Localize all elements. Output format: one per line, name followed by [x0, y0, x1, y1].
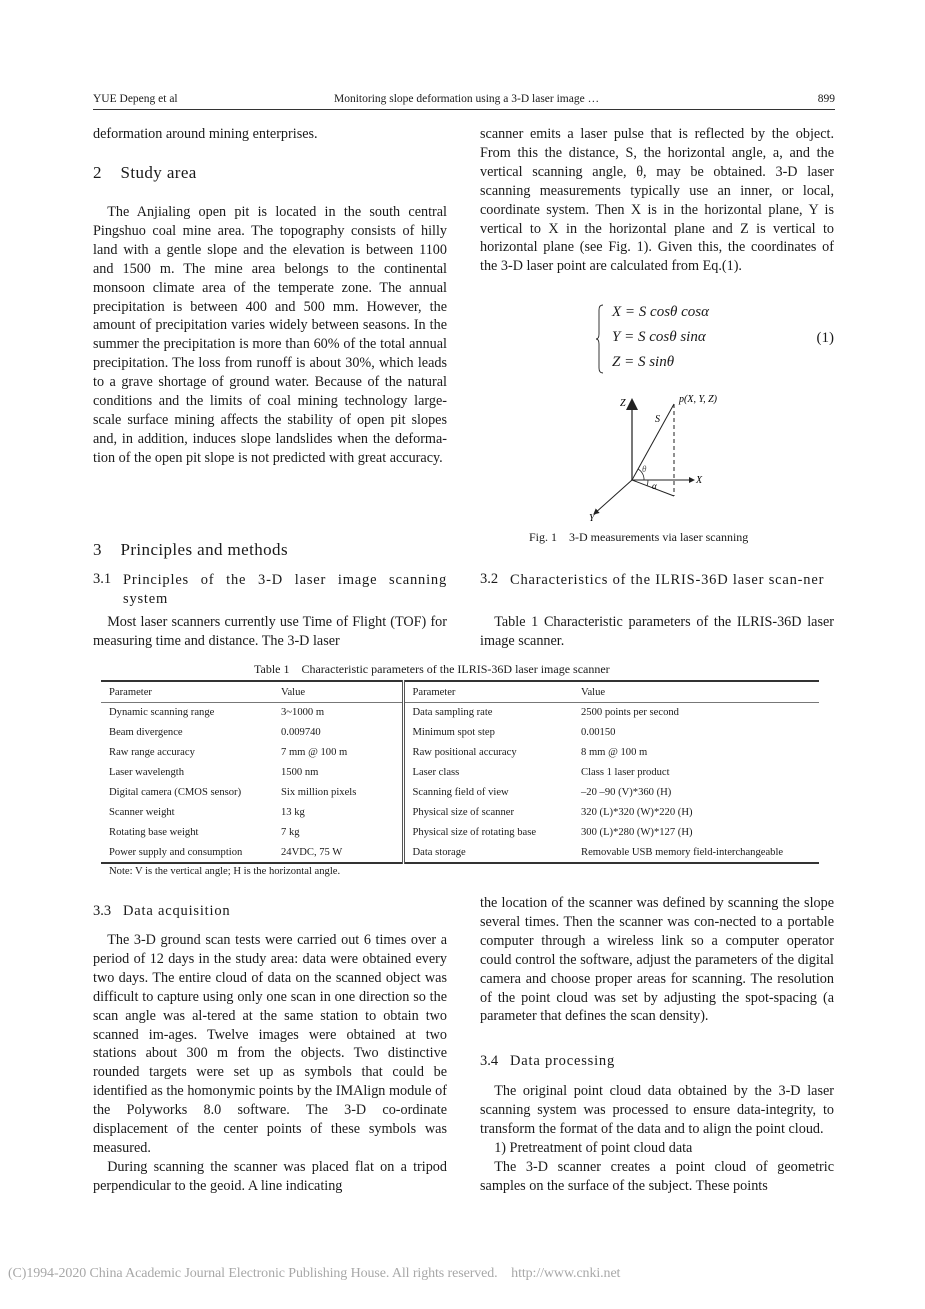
paragraph: The original point cloud data obtained by the 3-D laser scanning system was processed to ensure data-integrity, to transform the format of the data and to align the point cloud.: [480, 1083, 834, 1137]
s-label: S: [655, 414, 660, 425]
column-header: Value: [573, 681, 819, 703]
column-header: Parameter: [403, 681, 573, 703]
table-cell: 0.00150: [581, 727, 616, 739]
equation-number: (1): [816, 330, 834, 346]
coordinate-diagram: [582, 388, 742, 528]
table-cell: Beam divergence: [109, 727, 183, 739]
table-row: [101, 783, 819, 803]
section-2-body: [93, 203, 447, 468]
paragraph: The 3-D ground scan tests were carried out 6 times over a period of 12 days in the study area: data were obtained every two days. The entire cloud of data on the scanned object was difficult to capture using only one scan in one direction so the scan angle was al-tered at the same station to obtain two scanned im-ages. Twelve images were obtained at two stations about 300 m from the objects. Two distinctive rounded targets were set up as symbols that could be identified as the homonymic points by the IMAlign module of the Polyworks 8.0 software. The 3-D co-ordinate displacement of the center points of these symbols was measured.: [93, 932, 447, 1156]
table-cell: Raw positional accuracy: [412, 747, 517, 759]
table-cell: 13 kg: [273, 802, 403, 822]
subsection-title: Characteristics of the ILRIS-36D laser scan-ner: [510, 572, 825, 588]
paragraph: the location of the scanner was defined by scanning the slope several times. Then the scanner was con-nected to a portable computer through a wireless link so a computer operator could control the software, adjust the parameters of the digital camera and choose proper areas for scanning. The resolution of the point cloud was set by adjusting the spot-spacing (a parameter that defines the scan density).: [480, 895, 834, 1025]
subsection-number: 3.1: [93, 571, 112, 587]
table-cell: Data sampling rate: [412, 707, 493, 719]
section-title: Principles and methods: [120, 540, 288, 559]
table-cell: Raw range accuracy: [109, 747, 195, 759]
table-cell: 320 (L)*320 (W)*220 (H): [581, 806, 693, 818]
z-label: Z: [620, 398, 626, 409]
paragraph: The Anjialing open pit is located in the south central Pingshuo coal mine area. The topography consists of hilly land with a gentle slope and the elevation is between 1100 and 1500 m. The mine area belongs to the continental monsoon climate area of the temperate zone. The annual precipitation is between 400 and 500 mm. However, the amount of precipitation varies widely between seasons. In the summer the precipitation is more than 60% of the total annual precipitation. The loss from runoff is about 30%, which leads to a grave shortage of ground water. Because of the natural conditions and the limits of coal mining technology large-scale surface mining affects the stability of open pit slopes and, in addition, induces slope landslides when the deforma-tion of the open pit slope is not predicted with great accuracy.: [93, 204, 447, 466]
theta-label: θ: [642, 464, 647, 474]
y-label: Y: [589, 513, 595, 524]
table-cell: 3~1000 m: [273, 703, 403, 723]
point-label: p(X, Y, Z): [679, 394, 717, 405]
left-brace-icon: [596, 304, 604, 374]
table-cell: Removable USB memory field-interchangeable: [573, 842, 819, 863]
table-cell: Rotating base weight: [109, 826, 199, 838]
distance-line: [632, 404, 674, 480]
header-authors: YUE Depeng et al: [93, 93, 178, 105]
table-note: Note: V is the vertical angle; H is the horizontal angle.: [109, 866, 341, 877]
paragraph: The 3-D scanner creates a point cloud of geometric samples on the surface of the subject. These points: [480, 1158, 834, 1194]
table-cell: 2500 points per second: [581, 707, 679, 719]
subsection-number: 3.3: [93, 903, 112, 919]
section-number: 2: [93, 163, 102, 182]
equation-line: Y = S cosθ sinα: [612, 329, 706, 345]
section-3-3-heading: [93, 903, 230, 920]
table-cell: 1500 nm: [273, 763, 403, 783]
table-header-row: [101, 681, 819, 703]
copyright-footer: (C)1994-2020 China Academic Journal Electronic Publishing House. All rights reserved. http://www.cnki.net: [8, 1266, 621, 1281]
table-row: [101, 842, 819, 863]
table-row: [101, 822, 819, 842]
section-title: Study area: [120, 163, 197, 182]
paragraph: Most laser scanners currently use Time of Flight (TOF) for measuring time and distance. The 3-D laser: [93, 614, 447, 649]
table-cell: Scanning field of view: [412, 787, 509, 798]
intro-tail: [93, 125, 447, 144]
table-1: [101, 680, 819, 864]
subsection-title: Principles of the 3-D laser image scanning system: [123, 572, 447, 607]
section-3-1-body: [93, 613, 447, 651]
equation-1: [596, 302, 836, 378]
list-item: 1) Pretreatment of point cloud data: [494, 1139, 693, 1156]
table-cell: Data storage: [403, 842, 573, 863]
section-3-2-body: [480, 613, 834, 651]
table-cell: Power supply and consumption: [101, 842, 273, 863]
x-label: X: [696, 475, 703, 486]
table-cell: 0.009740: [273, 723, 403, 743]
section-3-1-continued: [480, 125, 834, 276]
table-row: [101, 802, 819, 822]
subsection-title: Data processing: [510, 1053, 616, 1069]
section-3-3-body: [93, 931, 447, 1196]
table-cell: Physical size of rotating base: [412, 826, 537, 838]
subsection-title: Data acquisition: [123, 903, 231, 919]
table-cell: Six million pixels: [273, 783, 403, 803]
column-header: Parameter: [101, 681, 273, 703]
equation-line: Z = S sinθ: [612, 354, 675, 370]
figure-1-caption: Fig. 1 3-D measurements via laser scanning: [529, 530, 749, 544]
table-row: [101, 703, 819, 723]
alpha-label: α: [652, 481, 657, 491]
table-cell: –20 –90 (V)*360 (H): [581, 787, 672, 798]
subsection-number: 3.4: [480, 1053, 499, 1069]
section-2-heading: [93, 163, 197, 183]
table-cell: Scanner weight: [109, 806, 175, 818]
intro-tail-text: deformation around mining enterprises.: [93, 126, 318, 142]
section-3-3-continued: [480, 894, 834, 1026]
table-cell: Dynamic scanning range: [109, 707, 215, 719]
header-title: Monitoring slope deformation using a 3-D laser image …: [334, 93, 600, 105]
section-3-2-heading: [480, 571, 834, 590]
table-cell: 300 (L)*280 (W)*127 (H): [581, 826, 693, 838]
figure-1: [582, 388, 742, 528]
running-header: [93, 93, 835, 110]
table-row: [101, 763, 819, 783]
table-cell: Digital camera (CMOS sensor): [109, 787, 242, 798]
equation-line: X = S cosθ cosα: [612, 304, 710, 320]
table-row: [101, 723, 819, 743]
section-3-4-body: [480, 1082, 834, 1195]
paragraph: During scanning the scanner was placed flat on a tripod perpendicular to the geoid. A line indicating: [93, 1158, 447, 1194]
table-cell: 7 kg: [273, 822, 403, 842]
subsection-number: 3.2: [480, 571, 499, 587]
table-1-caption: Table 1 Characteristic parameters of the ILRIS-36D laser image scanner: [254, 662, 610, 676]
section-3-heading: [93, 540, 288, 560]
table-cell: Physical size of scanner: [412, 806, 514, 818]
table-cell: Laser class: [412, 767, 460, 779]
table-cell: 8 mm @ 100 m: [581, 747, 648, 759]
alpha-arc: [647, 480, 648, 486]
table-row: [101, 743, 819, 763]
paragraph: Table 1 Characteristic parameters of the ILRIS-36D laser image scanner.: [480, 614, 834, 649]
table-body: [101, 703, 819, 864]
table-cell: 7 mm @ 100 m: [273, 743, 403, 763]
table-cell: Class 1 laser product: [581, 767, 670, 779]
page-number: 899: [817, 93, 835, 105]
column-header: Value: [273, 681, 403, 703]
table-cell: Minimum spot step: [412, 727, 495, 739]
paragraph: scanner emits a laser pulse that is reflected by the object. From this the distance, S, the horizontal angle, a, and the vertical scanning angle, θ, may be obtained. 3-D laser scanning measurements typically use an inner, or local, coordinate system. Then X is in the horizontal plane, Y is vertical to X in the horizontal plane and Z is vertical to horizontal plane (see Fig. 1). Given this, the coordinates of the 3-D laser point are calculated from Eq.(1).: [480, 126, 834, 275]
table-cell: Laser wavelength: [109, 767, 185, 779]
section-3-4-heading: [480, 1053, 615, 1070]
table-cell: 24VDC, 75 W: [273, 842, 403, 863]
y-axis: [594, 480, 632, 514]
section-3-1-heading: [93, 571, 447, 609]
section-number: 3: [93, 540, 102, 559]
